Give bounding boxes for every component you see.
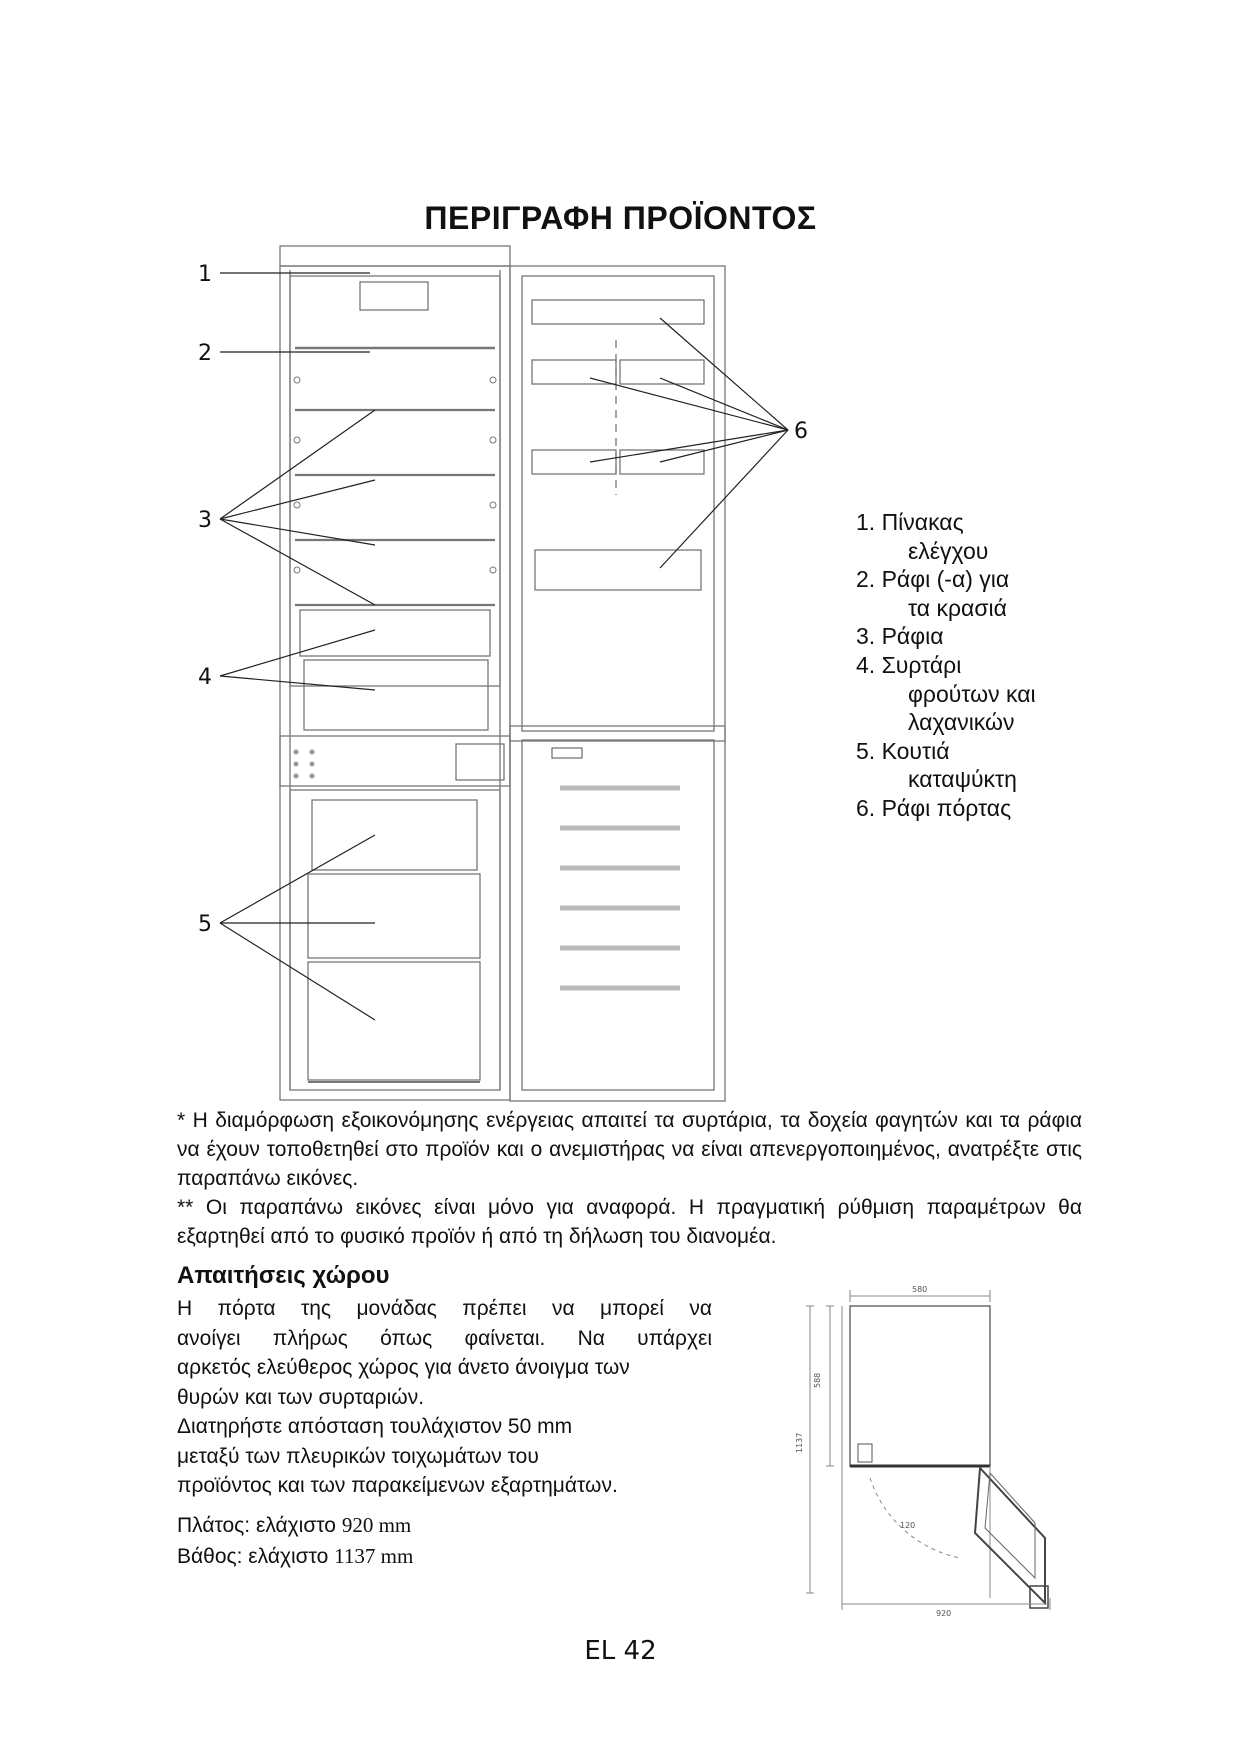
legend-item-3: 3. Ράφια — [856, 623, 944, 650]
note-energy: * Η διαμόρφωση εξοικονόμησης ενέργειας απαιτεί τα συρτάρια, τα δοχεία φαγητών και τα ράφια να έχουν τοποθετηθεί στο προϊόν και ο ανεμιστήρας να είναι απενεργοποιημένος, ανατρέξτε στις παραπάνω εικόνες. — [177, 1109, 1082, 1190]
callout-3: 3 — [198, 508, 212, 533]
legend-item-2: 2. Ράφι (-α) για τα κρασιά — [856, 566, 1010, 621]
depth-requirement: Βάθος: ελάχιστο 1137 mm — [177, 1544, 414, 1568]
notes — [177, 1106, 1082, 1251]
dim-angle-label: 120 — [900, 1521, 916, 1530]
legend-item-6: 6. Ράφι πόρτας — [856, 794, 1012, 821]
installation-diagram — [780, 1268, 1080, 1618]
fridge-door-outline — [510, 266, 725, 741]
fridge-diagram — [190, 240, 850, 1110]
callout-4: 4 — [198, 665, 212, 690]
cabinet-outline — [280, 266, 510, 1100]
note-reference: ** Οι παραπάνω εικόνες είναι μόνο για αναφορά. Η πραγματική ρύθμιση παραμέτρων θα εξαρτηθεί από το φυσικό προϊόν ή από τη δήλωση του διανομέα. — [177, 1196, 1082, 1248]
freezer-door-outline — [510, 726, 725, 1101]
control-panel-outline — [280, 246, 510, 266]
dim-upper-label: 588 — [813, 1372, 822, 1388]
legend-item-1: 1. Πίνακας ελέγχου — [856, 509, 989, 564]
callout-2: 2 — [198, 341, 212, 366]
dimensions — [177, 1510, 413, 1572]
page-number: EL 42 — [584, 1636, 657, 1666]
space-text: Η πόρτα της μονάδας πρέπει να μπορεί να ανοίγει πλήρως όπως φαίνεται. Να υπάρχει αρκετός ελεύθερος χώρος για άνετο άνοιγμα των θυρών και των συρταριών. Διατηρήστε απόσταση τουλάχιστον 50 mm μεταξύ των πλευρικών τοιχωμάτων του προϊόντος και των παρακείμενων εξαρτημάτων. — [177, 1297, 712, 1497]
space-heading: Απαιτήσεις χώρου — [177, 1262, 390, 1289]
legend-item-5: 5. Κουτιά καταψύκτη — [856, 737, 1017, 793]
page-title: ΠΕΡΙΓΡΑΦΗ ΠΡΟΪΟΝΤΟΣ — [424, 200, 817, 236]
callout-6: 6 — [794, 419, 808, 444]
callout-5: 5 — [198, 912, 212, 937]
dim-bottom-label: 920 — [936, 1609, 952, 1618]
dim-total-label: 1137 — [795, 1432, 804, 1453]
legend — [856, 508, 1036, 823]
width-requirement: Πλάτος: ελάχιστο 920 mm — [177, 1513, 412, 1537]
dim-top-label: 580 — [912, 1285, 928, 1294]
legend-item-4: 4. Συρτάρι φρούτων και λαχανικών — [856, 651, 1036, 736]
callout-1: 1 — [198, 262, 212, 287]
